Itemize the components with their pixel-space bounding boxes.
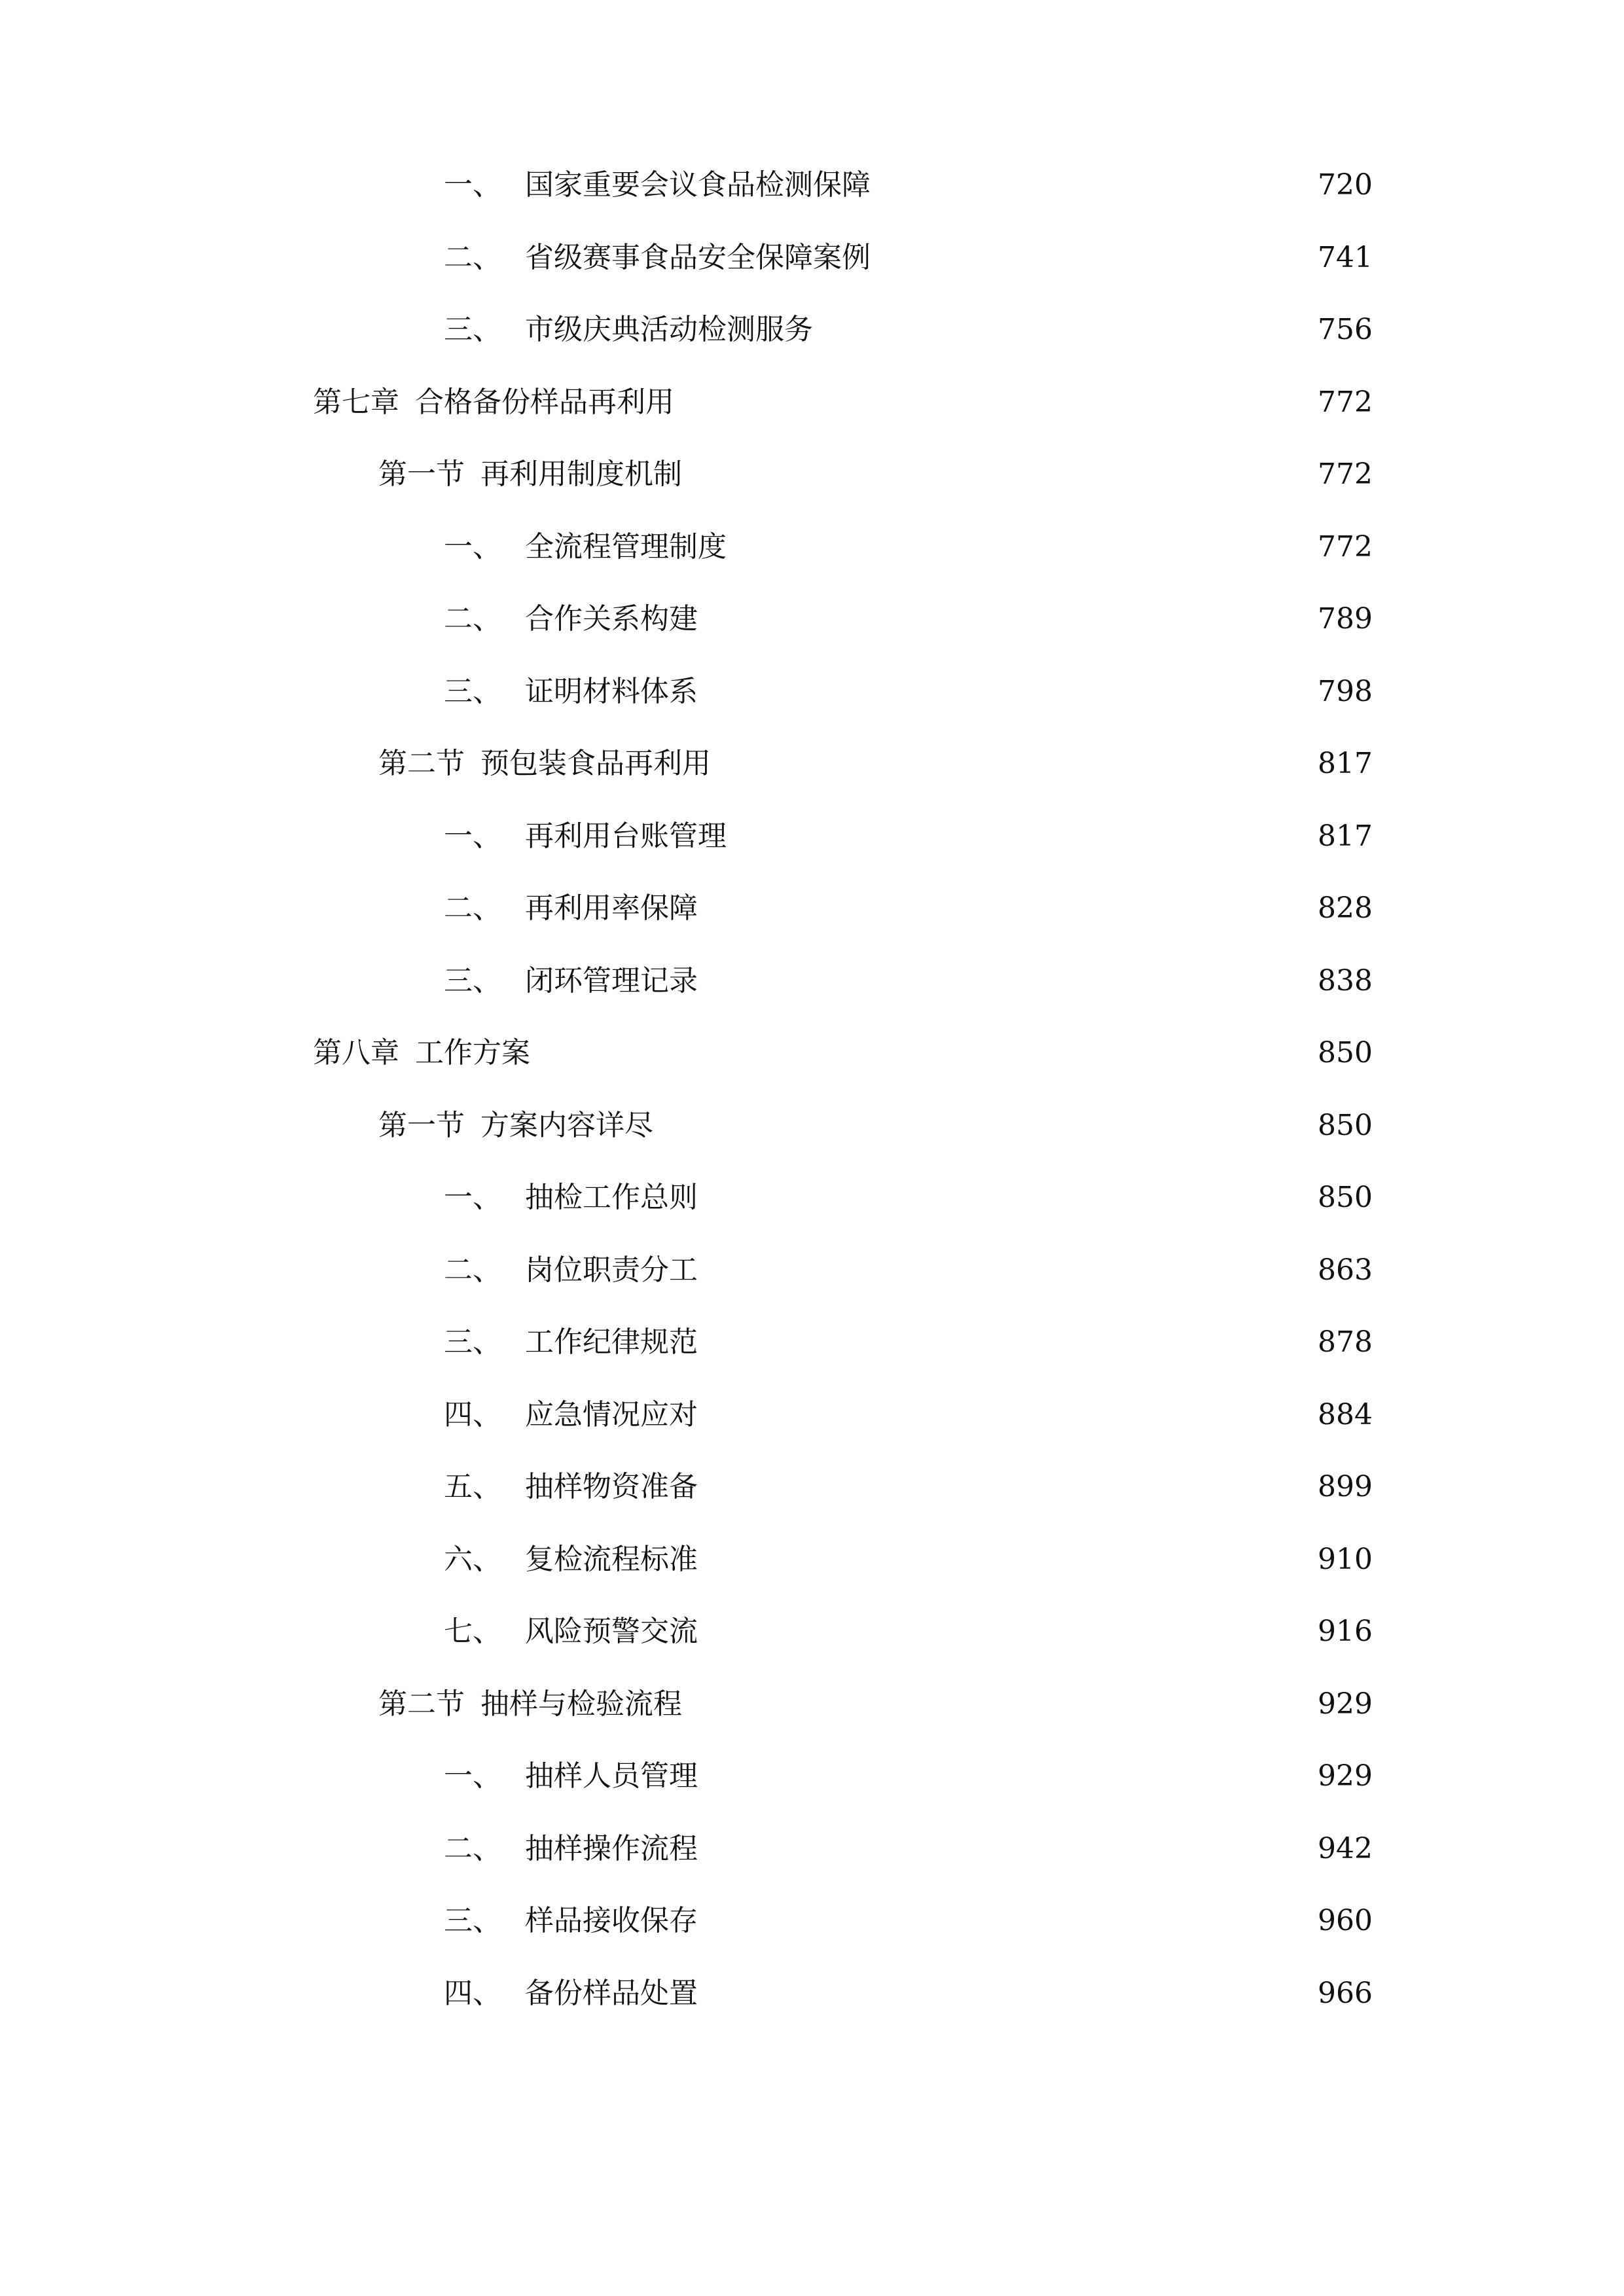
- toc-entry-title: 全流程管理制度: [525, 530, 727, 564]
- toc-entry-number: 第二节: [378, 1687, 465, 1721]
- toc-entry-number: 一、: [444, 530, 501, 564]
- toc-entry-page-number: 929: [1318, 1759, 1373, 1793]
- toc-entry-page-number: 942: [1318, 1832, 1373, 1865]
- toc-entry-page-number: 850: [1318, 1181, 1373, 1214]
- toc-entry[interactable]: [444, 1461, 1373, 1513]
- toc-entry[interactable]: [444, 1244, 1373, 1297]
- toc-entry-title: 抽样与检验流程: [480, 1687, 682, 1721]
- toc-entry-number: 二、: [444, 1832, 501, 1865]
- dot-leader: [707, 1473, 1301, 1501]
- toc-entry[interactable]: [444, 1172, 1373, 1224]
- dot-leader: [707, 1183, 1301, 1212]
- toc-entry-number: 三、: [444, 313, 501, 346]
- toc-entry-title: 合格备份样品再利用: [415, 386, 674, 419]
- dot-leader: [736, 822, 1301, 851]
- toc-entry-number: 第七章: [313, 386, 399, 419]
- dot-leader: [707, 1256, 1301, 1285]
- toc-entry-title: 再利用制度机制: [480, 457, 682, 491]
- toc-entry-number: 二、: [444, 241, 501, 274]
- toc-entry-page-number: 850: [1318, 1109, 1373, 1142]
- toc-entry-title: 再利用台账管理: [525, 819, 727, 853]
- toc-entry-page-number: 850: [1318, 1036, 1373, 1069]
- toc-entry-page-number: 863: [1318, 1253, 1373, 1287]
- toc-entry-title: 市级庆典活动检测服务: [525, 313, 813, 346]
- toc-entry-page-number: 960: [1318, 1904, 1373, 1937]
- toc-entry-page-number: 966: [1318, 1977, 1373, 2010]
- toc-entry-title: 省级赛事食品安全保障案例: [525, 241, 871, 274]
- toc-entry[interactable]: [444, 1967, 1373, 2020]
- toc-entry-page-number: 929: [1318, 1687, 1373, 1721]
- toc-entry-page-number: 772: [1318, 530, 1373, 564]
- toc-entry-number: 二、: [444, 1253, 501, 1287]
- dot-leader: [691, 460, 1301, 489]
- toc-entry-number: 第一节: [378, 457, 465, 491]
- dot-leader: [707, 1762, 1301, 1791]
- dot-leader: [662, 1111, 1301, 1140]
- toc-entry-number: 第二节: [378, 747, 465, 780]
- toc-entry-page-number: 798: [1318, 675, 1373, 708]
- toc-entry-title: 再利用率保障: [525, 891, 698, 925]
- toc-entry-number: 二、: [444, 891, 501, 925]
- toc-entry[interactable]: [444, 666, 1373, 718]
- dot-leader: [707, 1835, 1301, 1863]
- dot-leader: [707, 1617, 1301, 1646]
- dot-leader: [691, 1690, 1301, 1719]
- toc-entry-number: 一、: [444, 1759, 501, 1793]
- toc-entry-number: 一、: [444, 819, 501, 853]
- toc-entry[interactable]: [444, 521, 1373, 573]
- toc-entry-page-number: 817: [1318, 819, 1373, 853]
- toc-entry-page-number: 910: [1318, 1543, 1373, 1576]
- toc-entry-page-number: 772: [1318, 386, 1373, 419]
- dot-leader: [822, 315, 1301, 344]
- dot-leader: [880, 171, 1301, 200]
- dot-leader: [707, 894, 1301, 923]
- dot-leader: [736, 533, 1301, 562]
- toc-entry-number: 三、: [444, 1904, 501, 1937]
- toc-entry-title: 风险预警交流: [525, 1615, 698, 1648]
- toc-entry-title: 闭环管理记录: [525, 964, 698, 997]
- toc-entry-page-number: 756: [1318, 313, 1373, 346]
- toc-entry-number: 四、: [444, 1977, 501, 2010]
- toc-entry-number: 五、: [444, 1470, 501, 1503]
- toc-entry-title: 方案内容详尽: [480, 1109, 653, 1142]
- toc-entry-page-number: 789: [1318, 602, 1373, 636]
- toc-entry-number: 一、: [444, 168, 501, 202]
- dot-leader: [707, 1545, 1301, 1574]
- dot-leader: [683, 388, 1301, 417]
- toc-entry[interactable]: [378, 738, 1373, 790]
- toc-entry-number: 一、: [444, 1181, 501, 1214]
- toc-entry-number: 第八章: [313, 1036, 399, 1069]
- dot-leader: [707, 605, 1301, 634]
- toc-entry[interactable]: [444, 1316, 1373, 1369]
- toc-entry[interactable]: [378, 448, 1373, 501]
- dot-leader: [707, 1328, 1301, 1357]
- toc-entry[interactable]: [313, 1027, 1373, 1079]
- toc-entry[interactable]: [444, 159, 1373, 211]
- toc-entry-title: 样品接收保存: [525, 1904, 698, 1937]
- toc-entry-number: 六、: [444, 1543, 501, 1576]
- dot-leader: [707, 1907, 1301, 1935]
- toc-entry-page-number: 772: [1318, 457, 1373, 491]
- toc-entry[interactable]: [378, 1100, 1373, 1152]
- toc-entry-title: 备份样品处置: [525, 1977, 698, 2010]
- dot-leader: [707, 677, 1301, 706]
- toc-entry-title: 合作关系构建: [525, 602, 698, 636]
- toc-entry[interactable]: [444, 1750, 1373, 1803]
- toc-entry[interactable]: [444, 304, 1373, 356]
- toc-entry-page-number: 878: [1318, 1325, 1373, 1359]
- toc-entry-title: 预包装食品再利用: [480, 747, 711, 780]
- toc-entry[interactable]: [444, 1389, 1373, 1441]
- toc-entry-number: 四、: [444, 1398, 501, 1431]
- toc-entry[interactable]: [444, 1895, 1373, 1947]
- toc-entry-page-number: 741: [1318, 241, 1373, 274]
- dot-leader: [880, 243, 1301, 272]
- toc-entry-page-number: 899: [1318, 1470, 1373, 1503]
- toc-entry[interactable]: [444, 1823, 1373, 1875]
- toc-entry-page-number: 884: [1318, 1398, 1373, 1431]
- toc-entry-title: 抽样物资准备: [525, 1470, 698, 1503]
- toc-entry-title: 抽检工作总则: [525, 1181, 698, 1214]
- toc-entry-number: 第一节: [378, 1109, 465, 1142]
- toc-entry-page-number: 838: [1318, 964, 1373, 997]
- dot-leader: [539, 1039, 1301, 1067]
- toc-entry-title: 证明材料体系: [525, 675, 698, 708]
- dot-leader: [707, 967, 1301, 996]
- toc-entry-page-number: 817: [1318, 747, 1373, 780]
- toc-entry-number: 七、: [444, 1615, 501, 1648]
- toc-entry-page-number: 828: [1318, 891, 1373, 925]
- toc-entry-title: 工作方案: [415, 1036, 530, 1069]
- toc-entry-title: 应急情况应对: [525, 1398, 698, 1431]
- toc-entry[interactable]: [444, 232, 1373, 284]
- toc-entry[interactable]: [444, 593, 1373, 645]
- toc-entry-number: 三、: [444, 1325, 501, 1359]
- toc-entry[interactable]: [444, 882, 1373, 935]
- toc-entry-title: 抽样操作流程: [525, 1832, 698, 1865]
- dot-leader: [720, 749, 1301, 778]
- toc-entry-title: 岗位职责分工: [525, 1253, 698, 1287]
- dot-leader: [707, 1979, 1301, 2008]
- toc-entry-title: 国家重要会议食品检测保障: [525, 168, 871, 202]
- toc-entry-title: 工作纪律规范: [525, 1325, 698, 1359]
- toc-entry-page-number: 720: [1318, 168, 1373, 202]
- toc-entry-number: 三、: [444, 964, 501, 997]
- toc-entry[interactable]: [444, 1534, 1373, 1586]
- toc-entry[interactable]: [444, 810, 1373, 863]
- toc-entry[interactable]: [378, 1678, 1373, 1731]
- toc-entry-number: 三、: [444, 675, 501, 708]
- toc-entry[interactable]: [313, 376, 1373, 429]
- toc-entry-page-number: 916: [1318, 1615, 1373, 1648]
- toc-entry-title: 抽样人员管理: [525, 1759, 698, 1793]
- toc-entry[interactable]: [444, 955, 1373, 1007]
- toc-entry[interactable]: [444, 1605, 1373, 1658]
- toc-entry-title: 复检流程标准: [525, 1543, 698, 1576]
- toc-entry-number: 二、: [444, 602, 501, 636]
- dot-leader: [707, 1401, 1301, 1429]
